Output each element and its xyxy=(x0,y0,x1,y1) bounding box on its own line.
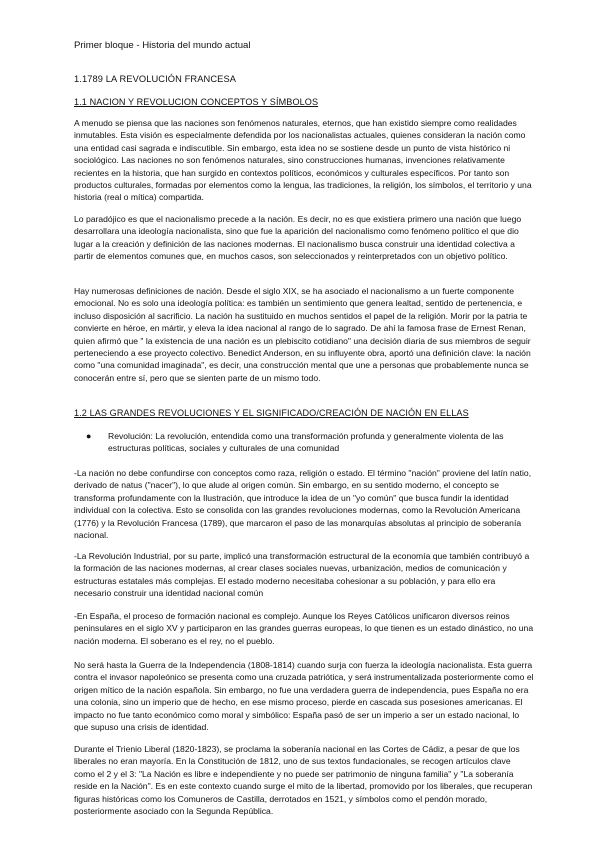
section-heading-1-1: 1.1 NACION Y REVOLUCION CONCEPTOS Y SÍMBOLOS xyxy=(74,97,319,107)
paragraph-text: Durante el Trienio Liberal (1820-1823), se proclama la soberanía nacional en las Cortes de Cádiz, a pesar de que los liberales no eran mayoría. En la Constitución de 1812, uno de sus textos fundacionales, se recogen artículos clave como el 2 y el 3: "La Nación es libre e independiente y no puede ser patrimonio de ninguna familia" y "La soberanía reside en la Nación". Es en este contexto cuando surge el mito de la libertad, promovido por los liberales, que recuperan figuras históricas como los Comuneros de Castilla, derrotados en 1521, y símbolos como el pendón morado, posteriormente asociado con la Segunda República. xyxy=(74,744,533,817)
chapter-title: 1.1789 LA REVOLUCIÓN FRANCESA xyxy=(74,74,237,84)
paragraph-text: Lo paradójico es que el nacionalismo precede a la nación. Es decir, no es que existiera primero una nación que luego desarrollara una ideología nacionalista, sino que fue la aparición del nacionalismo como fenómeno político el que dio lugar a la creación y definición de las naciones modernas. El nacionalismo busca construir una identidad colectiva a partir de elementos comunes que, en muchos casos, son seleccionados y reinterpretados con un objetivo político. xyxy=(74,214,522,262)
section-heading-1-2: 1.2 LAS GRANDES REVOLUCIONES Y EL SIGNIFICADO/CREACIÓN DE NACIÓN EN ELLAS xyxy=(74,408,469,418)
paragraph-text: No será hasta la Guerra de la Independencia (1808-1814) cuando surja con fuerza la ideología nacionalista. Esta guerra contra el invasor napoleónico se presenta como una cruzada patriótica, y será instrumentalizada posteriormente como el origen mítico de la nación española. Sin embargo, no fue una verdadera guerra de independencia, pues España no era una colonia, sino un imperio que de hecho, en ese mismo proceso, pierde en cascada sus posesiones americanas. El impacto no fue tanto económico como moral y simbólico: España pasó de ser un imperio a ser un estado nacional, lo que supuso una crisis de identidad. xyxy=(74,660,534,733)
paragraph-guerra-independencia xyxy=(74,659,534,733)
paragraph-nacion-raza-religion xyxy=(74,467,534,541)
page-header: Primer bloque - Historia del mundo actual xyxy=(74,40,251,51)
paragraph-text: -En España, el proceso de formación nacional es complejo. Aunque los Reyes Católicos unificaron diversos reinos peninsulares en el siglo XV y participaron en las grandes guerras europeas, lo que tienen es un estado dinástico, no una nación moderna. El soberano es el rey, no el pueblo. xyxy=(74,611,534,646)
paragraph-definiciones-nacion xyxy=(74,285,534,384)
paragraph-text: -La Revolución Industrial, por su parte, implicó una transformación estructural de la economía que también contribuyó a la formación de las naciones modernas, al crear clases sociales nuevas, urbanización, medios de comunicación y estructuras estatales más complejas. El estado moderno necesitaba cohesionar a su población, y para ello era necesario construir una identidad nacional común xyxy=(74,551,530,599)
paragraph-nacionalismo-precede xyxy=(74,213,534,263)
paragraph-naciones-fenomenos xyxy=(74,117,534,204)
paragraph-revolucion-industrial xyxy=(74,550,534,600)
paragraph-text: Hay numerosas definiciones de nación. Desde el siglo XIX, se ha asociado el nacionalismo a un fuerte componente emocional. No es solo una ideología política: es también un sentimiento que genera lealtad, sentido de pertenencia, e incluso disposición al sacrificio. La nación ha sustituido en muchos sentidos el papel de la religión. Morir por la patria te convierte en héroe, en mártir, y eleva la idea nacional al rango de lo sagrado. De ahí la famosa frase de Ernest Renan, quien afirmó que " la existencia de una nación es un plebiscito cotidiano" una decisión diaria de sus miembros de seguir perteneciendo a ese proyecto colectivo. Benedict Anderson, en su influyente obra, aportó una definición clave: la nación como "una comunidad imaginada", es decir, una construcción mental que une a personas que probablemente nunca se conocerán entre sí, pero que se sienten parte de un mismo todo. xyxy=(74,286,531,383)
bullet-text: Revolución: La revolución, entendida como una transformación profunda y generalmente violenta de las estructuras políticas, sociales y culturales de una comunidad xyxy=(108,431,504,454)
paragraph-text: A menudo se piensa que las naciones son fenómenos naturales, eternos, que han existido siempre como realidades inmutables. Esta visión es especialmente defendida por los nacionalistas actuales, quienes consideran la nación como una entidad casi sagrada e indiscutible. Sin embargo, esta idea no se sostiene desde un punto de vista histórico ni sociológico. Las naciones no son fenómenos naturales, sino construcciones humanas, invenciones relativamente recientes en la historia, que han surgido en contextos políticos, económicos y culturales específicos. Por tanto son productos culturales, formadas por elementos como la lengua, las tradiciones, la religión, los símbolos, el territorio y una historia (real o mítica) compartida. xyxy=(74,118,532,203)
paragraph-trienio-liberal xyxy=(74,743,534,817)
paragraph-text: -La nación no debe confundirse con conceptos como raza, religión o estado. El término "nación" proviene del latín natio, derivado de natus ("nacer"), lo que alude al origen común. Sin embargo, en su sentido moderno, el concepto se transforma profundamente con la Ilustración, que introduce la idea de un "yo común" que busca fundir la identidad individual con la colectiva. Esto se consolida con las grandes revoluciones modernas, como la Revolución Americana (1776) y la Revolución Francesa (1789), que marcaron el paso de las monarquías absolutas al principio de soberanía nacional. xyxy=(74,468,532,541)
paragraph-espana-formacion xyxy=(74,610,534,647)
bullet-icon: ● xyxy=(86,431,92,441)
